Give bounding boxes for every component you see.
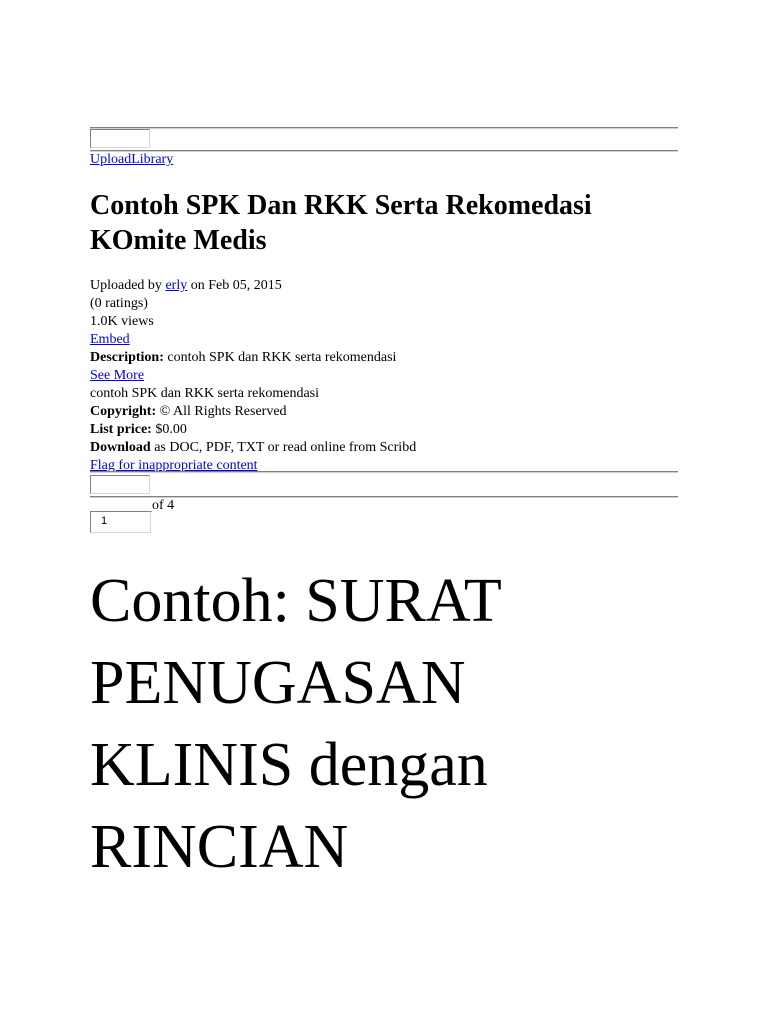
- see-more-link[interactable]: See More: [90, 368, 145, 383]
- top-toolbar: [90, 127, 678, 151]
- page-number-input[interactable]: 1: [90, 511, 151, 533]
- views-count: 1.0K views: [90, 314, 154, 329]
- copyright-label: Copyright:: [90, 404, 157, 419]
- content-line: KLINIS dengan: [90, 731, 488, 799]
- download-line: [90, 439, 690, 457]
- uploaded-by-prefix: Uploaded by: [90, 278, 162, 293]
- page-count: of 4: [152, 498, 175, 513]
- download-text: as DOC, PDF, TXT or read online from Scribd: [154, 440, 417, 455]
- list-price-line: [90, 421, 690, 439]
- copyright-line: [90, 403, 690, 421]
- uploader-link[interactable]: erly: [165, 278, 188, 293]
- document-meta: [90, 277, 690, 475]
- flag-content-link[interactable]: Flag for inappropriate content: [90, 458, 258, 473]
- search-input[interactable]: [90, 129, 150, 148]
- content-line: PENUGASAN: [90, 649, 466, 717]
- nav-links: [90, 152, 173, 168]
- description-label: Description:: [90, 350, 164, 365]
- description-text: contoh SPK dan RKK serta rekomendasi: [167, 350, 397, 365]
- upload-date: on Feb 05, 2015: [190, 278, 282, 293]
- list-price-label: List price:: [90, 422, 152, 437]
- library-link[interactable]: Library: [131, 152, 174, 167]
- top-divider: [90, 127, 678, 129]
- copyright-text: © All Rights Reserved: [159, 404, 287, 419]
- list-price-value: $0.00: [155, 422, 187, 437]
- upload-link[interactable]: Upload: [90, 152, 132, 167]
- uploaded-by-line: [90, 277, 690, 295]
- download-label: Download: [90, 440, 151, 455]
- pager-divider-bottom: [90, 496, 678, 498]
- page-title: Contoh SPK Dan RKK Serta Rekomedasi KOmite Medis: [90, 190, 592, 256]
- description-full: contoh SPK dan RKK serta rekomendasi: [90, 386, 320, 401]
- embed-link[interactable]: Embed: [90, 332, 130, 347]
- pager-search-input[interactable]: [90, 475, 150, 494]
- description-line: [90, 349, 690, 367]
- content-line: Contoh: SURAT: [90, 567, 502, 635]
- pager-toolbar: [90, 471, 678, 536]
- pager-divider-top: [90, 471, 678, 473]
- content-line: RINCIAN: [90, 813, 349, 881]
- top-divider-bottom: [90, 150, 678, 152]
- ratings-count: (0 ratings): [90, 296, 148, 311]
- document-content: [90, 560, 730, 888]
